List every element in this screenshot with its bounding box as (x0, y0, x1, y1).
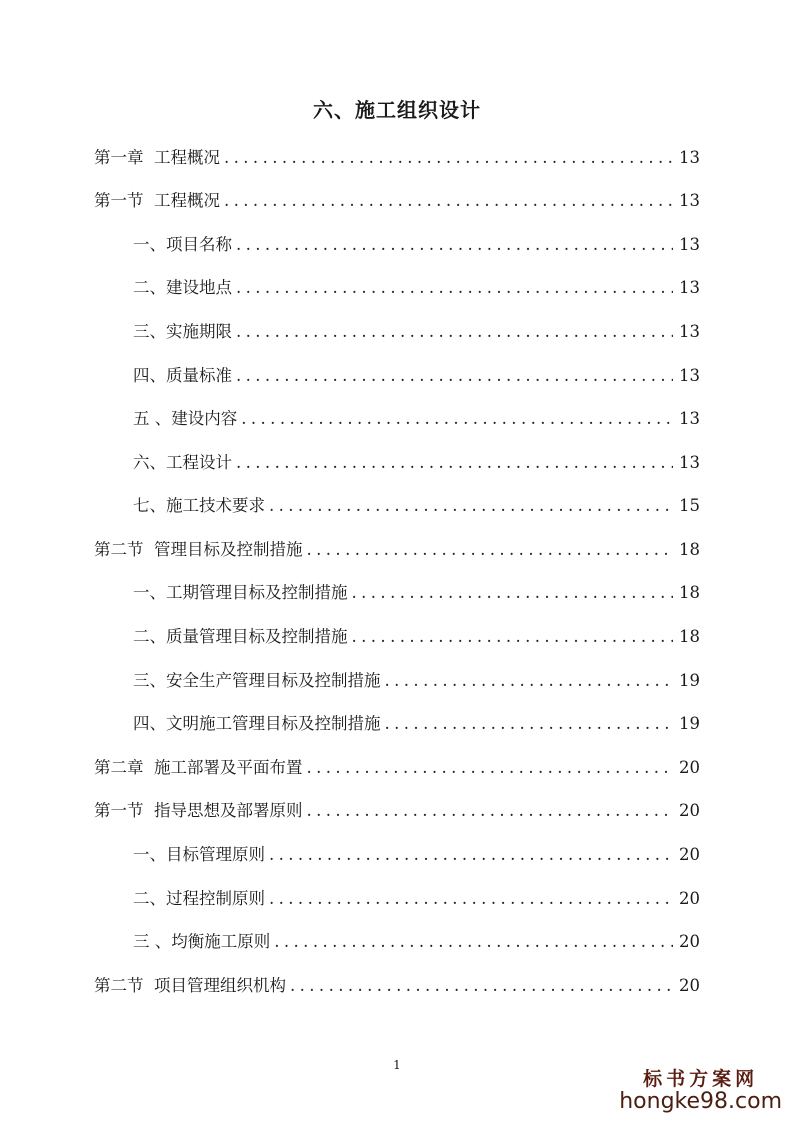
toc-entry-page: 20 (679, 888, 700, 908)
toc-dot-leader (348, 585, 674, 602)
toc-entry-title: 一、项目名称 (133, 234, 232, 254)
toc-entry-page: 13 (679, 321, 700, 341)
toc-entry[interactable] (94, 616, 700, 660)
toc-dot-leader (265, 847, 673, 864)
toc-entry[interactable] (94, 572, 700, 616)
toc-entry-page: 19 (679, 670, 700, 690)
toc-dot-leader (232, 324, 673, 341)
toc-dot-leader (237, 411, 673, 428)
toc-entry-page: 13 (679, 409, 700, 429)
toc-entry[interactable] (94, 746, 700, 790)
toc-entry-title: 二、建设地点 (133, 278, 232, 298)
toc-entry-page: 20 (679, 845, 700, 865)
toc-entry-title: 一、工期管理目标及控制措施 (133, 583, 348, 603)
toc-entry[interactable] (94, 180, 700, 224)
toc-dot-leader (286, 978, 673, 995)
toc-entry-title: 四、质量标准 (133, 365, 232, 385)
toc-entry-page: 18 (679, 627, 700, 647)
toc-entry-page: 13 (679, 278, 700, 298)
toc-entry-page: 18 (679, 539, 700, 559)
toc-entry-title: 第一章 工程概况 (94, 147, 220, 167)
toc-entry-page: 20 (679, 757, 700, 777)
toc-entry-title: 三、实施期限 (133, 321, 232, 341)
toc-dot-leader (220, 193, 673, 210)
watermark-site-name: 标书方案网 (643, 1068, 759, 1090)
toc-entry[interactable] (94, 267, 700, 311)
page-title: 六、施工组织设计 (313, 98, 481, 122)
watermark-logo (619, 1064, 782, 1114)
toc-entry-title: 第一节 工程概况 (94, 191, 220, 211)
toc-entry-page: 20 (679, 801, 700, 821)
toc-entry[interactable] (94, 528, 700, 572)
toc-entry-page: 13 (679, 452, 700, 472)
toc-dot-leader (265, 498, 673, 515)
toc-entry-title: 六、工程设计 (133, 452, 232, 472)
toc-entry[interactable] (94, 877, 700, 921)
toc-entry-title: 二、质量管理目标及控制措施 (133, 627, 348, 647)
toc-entry[interactable] (94, 398, 700, 442)
toc-entry-title: 四、文明施工管理目标及控制措施 (133, 714, 381, 734)
toc-entry[interactable] (94, 703, 700, 747)
toc-entry[interactable] (94, 223, 700, 267)
toc-entry[interactable] (94, 310, 700, 354)
toc-entry-title: 一、目标管理原则 (133, 845, 265, 865)
toc-entry-title: 五 、建设内容 (133, 409, 238, 429)
toc-entry-title: 三 、均衡施工原则 (133, 932, 271, 952)
toc-entry-title: 第二章 施工部署及平面布置 (94, 757, 303, 777)
toc-entry-title: 七、施工技术要求 (133, 496, 265, 516)
toc-dot-leader (381, 673, 674, 690)
toc-dot-leader (303, 542, 674, 559)
toc-entry-title: 第二节 管理目标及控制措施 (94, 539, 303, 559)
toc-dot-leader (220, 150, 673, 167)
toc-entry-page: 20 (679, 975, 700, 995)
toc-entry-title: 三、安全生产管理目标及控制措施 (133, 670, 381, 690)
toc-entry-page: 13 (679, 365, 700, 385)
toc-entry[interactable] (94, 485, 700, 529)
toc-entry[interactable] (94, 354, 700, 398)
page-number: 1 (393, 1058, 401, 1072)
toc-dot-leader (232, 455, 673, 472)
toc-entry[interactable] (94, 136, 700, 180)
toc-entry-page: 13 (679, 191, 700, 211)
toc-entry-page: 13 (679, 234, 700, 254)
watermark-url: hongke98.com (619, 1089, 782, 1114)
toc-entry[interactable] (94, 441, 700, 485)
toc-dot-leader (348, 629, 674, 646)
toc-entry-page: 13 (679, 147, 700, 167)
toc-dot-leader (303, 803, 674, 820)
toc-dot-leader (232, 237, 673, 254)
toc-entry[interactable] (94, 964, 700, 1008)
toc-entry-title: 第一节 指导思想及部署原则 (94, 801, 303, 821)
toc-entry[interactable] (94, 659, 700, 703)
toc-entry[interactable] (94, 790, 700, 834)
toc-dot-leader (232, 280, 673, 297)
toc-entry-title: 二、过程控制原则 (133, 888, 265, 908)
toc-dot-leader (265, 891, 673, 908)
toc-entry-page: 18 (679, 583, 700, 603)
toc-entry-page: 19 (679, 714, 700, 734)
table-of-contents (94, 136, 700, 1008)
toc-entry-title: 第二节 项目管理组织机构 (94, 975, 286, 995)
toc-dot-leader (303, 760, 674, 777)
toc-entry-page: 20 (679, 932, 700, 952)
toc-entry[interactable] (94, 921, 700, 965)
toc-entry-page: 15 (679, 496, 700, 516)
toc-entry[interactable] (94, 834, 700, 878)
toc-dot-leader (381, 716, 674, 733)
toc-dot-leader (232, 368, 673, 385)
toc-dot-leader (270, 934, 673, 951)
